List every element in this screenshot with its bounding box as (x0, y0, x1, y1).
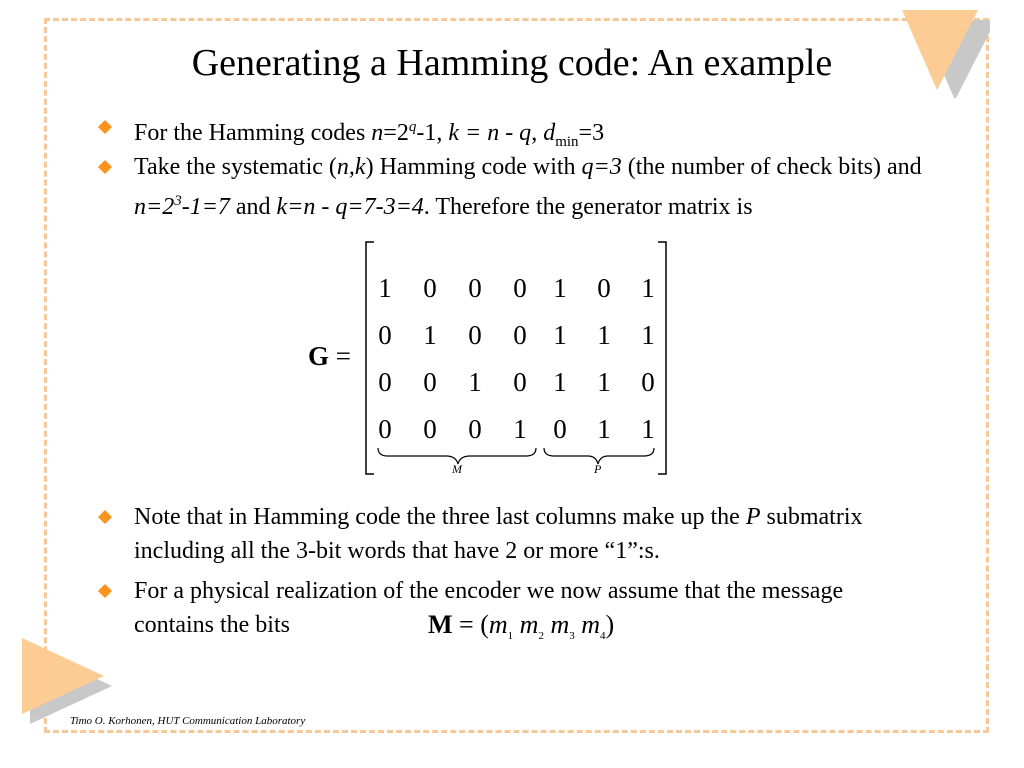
matrix-cell: 0 (597, 273, 611, 303)
matrix-cell: 0 (641, 367, 655, 397)
matrix-cell: 0 (423, 414, 437, 444)
diamond-bullet-icon (98, 120, 112, 134)
matrix-cell: 1 (378, 273, 392, 303)
bullet-text: For the Hamming codes $n=2^q-1$, k = n - q, $d_{min}=3$ (134, 119, 605, 150)
matrix-brackets (300, 238, 680, 478)
matrix-cell: 1 (468, 367, 482, 397)
matrix-cell: 0 (378, 320, 392, 350)
matrix-cell: 0 (378, 414, 392, 444)
matrix-cell: 0 (423, 367, 437, 397)
bullet-text: For a physical realization of the encoder we now assume that the message contains the bits (134, 578, 844, 638)
brace-label-m: M (452, 462, 462, 476)
matrix-cell: 1 (553, 367, 567, 397)
matrix-cell: 0 (513, 273, 527, 303)
matrix-cell: 0 (553, 414, 567, 444)
matrix-cell: 0 (378, 367, 392, 397)
matrix-cell: 0 (468, 273, 482, 303)
matrix-cell: 0 (468, 414, 482, 444)
footer-credit: Timo O. Korhonen, HUT Communication Laboratory (70, 715, 306, 727)
matrix-cell: 0 (468, 320, 482, 350)
matrix-cell: 0 (513, 320, 527, 350)
diamond-bullet-icon (98, 160, 112, 174)
brace-label-p: P (594, 462, 602, 476)
generator-matrix (300, 238, 680, 478)
matrix-cell: 1 (513, 414, 527, 444)
matrix-cell: 1 (641, 414, 655, 444)
matrix-cell: 1 (553, 273, 567, 303)
matrix-cell: 1 (641, 273, 655, 303)
matrix-cell: 1 (553, 320, 567, 350)
matrix-cell: 1 (597, 414, 611, 444)
bullet-text: Take the systematic (n,k) Hamming code with q=3 (the number of check bits) and $n=2^3-1=7$ and k=n - q=7-3=4. Therefore the generator matrix is (134, 154, 922, 220)
message-vector: $M = (m_1$ $m_2$ $m_3$ $m_4$) (428, 610, 615, 643)
matrix-cell: 1 (597, 320, 611, 350)
matrix-cell: 0 (423, 273, 437, 303)
slide-title: Generating a Hamming code: An example (191, 42, 833, 84)
matrix-cell: 1 (423, 320, 437, 350)
matrix-cell: 0 (513, 367, 527, 397)
matrix-label: G = (308, 341, 351, 371)
corner-triangle-decoration-bottom (22, 638, 114, 726)
matrix-cell: 1 (641, 320, 655, 350)
bullet-text: Note that in Hamming code the three last columns make up the P submatrix including all the 3-bit words that have 2 or more “1”:s. (134, 504, 863, 564)
diamond-bullet-icon (98, 510, 112, 524)
diamond-bullet-icon (98, 584, 112, 598)
matrix-cell: 1 (597, 367, 611, 397)
